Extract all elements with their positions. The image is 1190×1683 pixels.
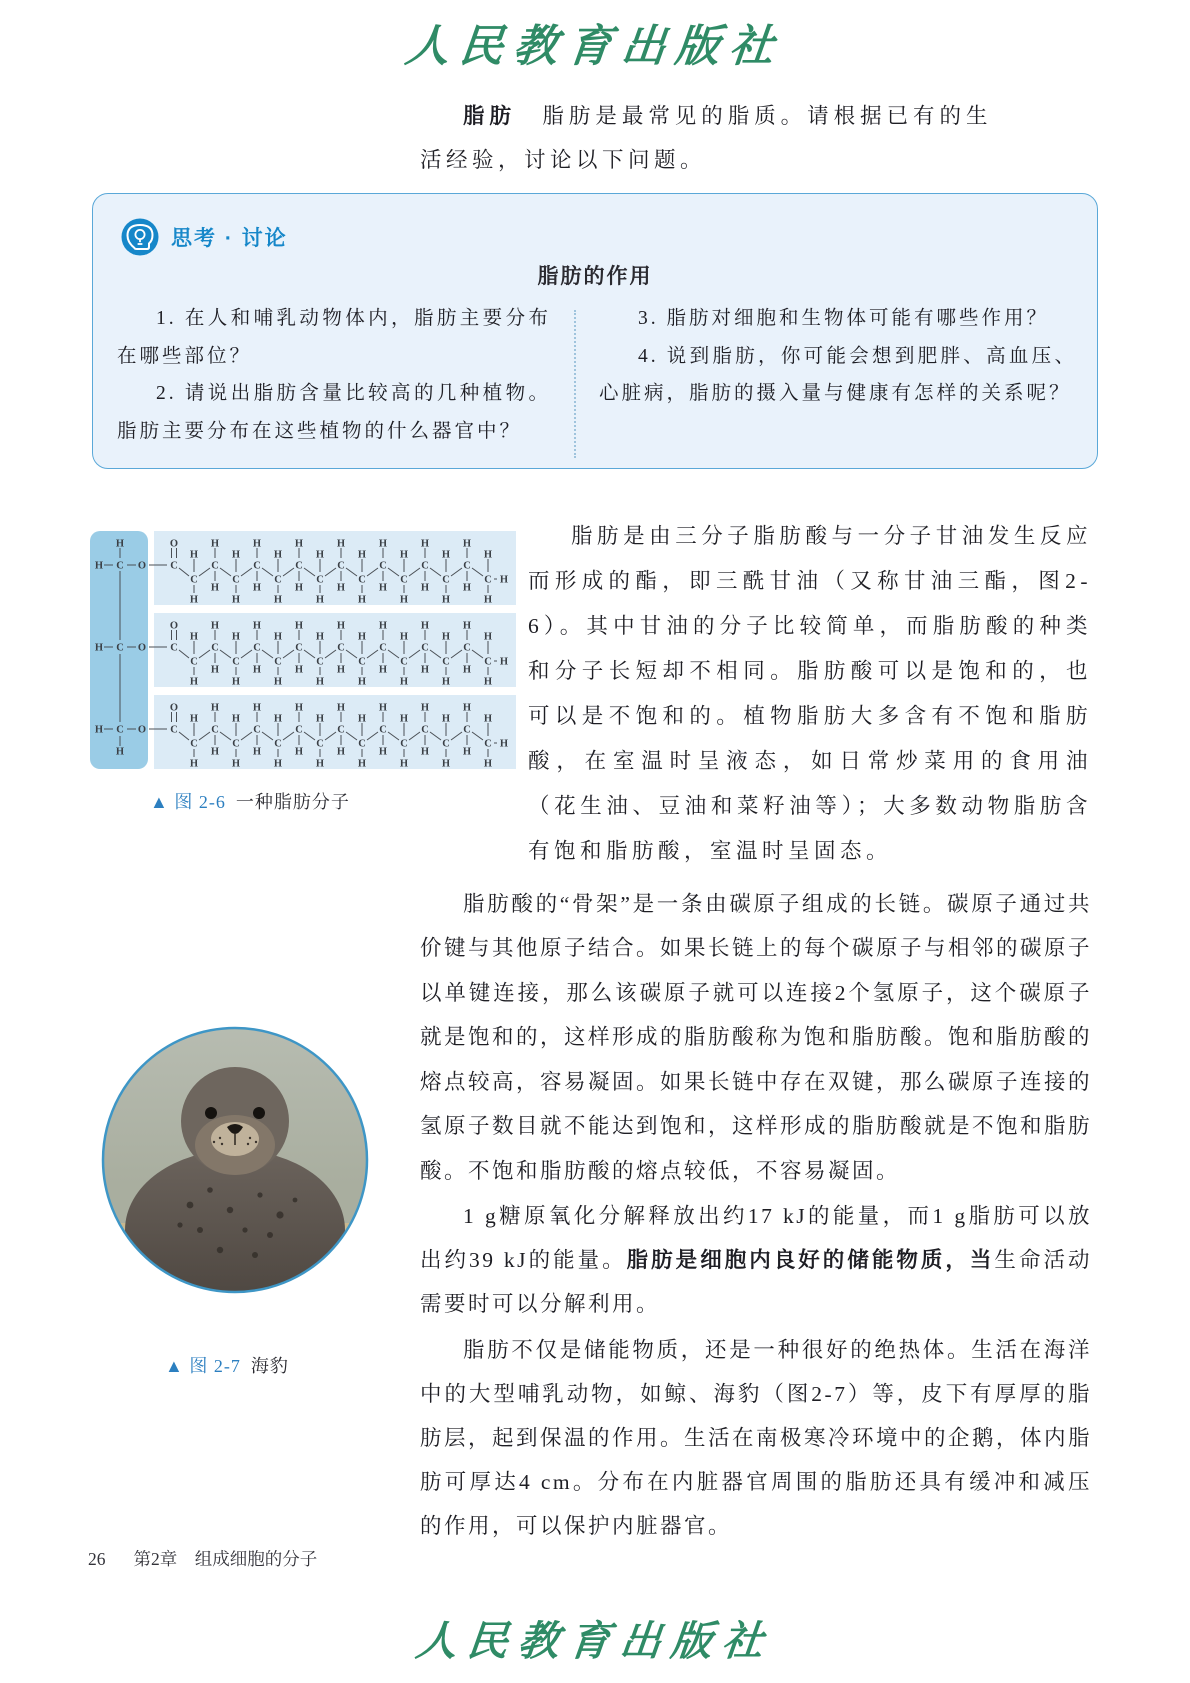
think-discuss-header xyxy=(121,218,288,256)
svg-text:C: C xyxy=(379,642,387,654)
svg-text:C: C xyxy=(274,656,282,668)
svg-text:H: H xyxy=(189,594,199,606)
figure-2-6-caption xyxy=(150,788,350,814)
svg-text:C: C xyxy=(232,738,240,750)
svg-text:H: H xyxy=(252,702,262,714)
svg-text:H: H xyxy=(273,758,283,770)
think-discuss-box xyxy=(92,193,1098,469)
paragraph-insulation: 脂肪不仅是储能物质，还是一种很好的绝热体。生活在海洋中的大型哺乳动物，如鲸、海豹（图2-7）等，皮下有厚厚的脂肪层，起到保温的作用。生活在南极寒冷环境中的企鹅，体内脂肪可厚达4 cm。分布在内脏器官周围的脂肪还具有缓冲和减压的作用，可以保护内脏器官。 xyxy=(420,1337,1093,1538)
svg-text:C: C xyxy=(190,656,198,668)
svg-text:H: H xyxy=(210,582,220,594)
svg-text:H: H xyxy=(378,746,388,758)
svg-text:C: C xyxy=(316,738,324,750)
svg-text:C: C xyxy=(232,574,240,586)
svg-text:H: H xyxy=(420,702,430,714)
svg-text:H: H xyxy=(399,594,409,606)
svg-text:H: H xyxy=(336,664,346,676)
svg-text:C: C xyxy=(442,738,450,750)
question-item: 3. 脂肪对细胞和生物体可能有哪些作用？ xyxy=(638,308,1050,329)
think-discuss-label: 思考 · 讨论 xyxy=(171,227,288,250)
svg-text:H: H xyxy=(462,538,472,550)
svg-text:H: H xyxy=(462,664,472,676)
svg-text:H: H xyxy=(315,758,325,770)
svg-text:H: H xyxy=(189,713,199,725)
svg-text:C: C xyxy=(337,642,345,654)
svg-text:C: C xyxy=(232,656,240,668)
svg-text:H: H xyxy=(378,620,388,632)
svg-text:H: H xyxy=(399,713,409,725)
svg-text:H: H xyxy=(399,549,409,561)
svg-text:H: H xyxy=(189,676,199,688)
svg-text:H: H xyxy=(94,724,104,736)
svg-text:H: H xyxy=(315,713,325,725)
svg-text:H: H xyxy=(273,549,283,561)
publisher-logo-bottom: 人民教育出版社 xyxy=(413,1617,776,1665)
svg-text:C: C xyxy=(337,724,345,736)
svg-text:H: H xyxy=(378,538,388,550)
svg-text:O: O xyxy=(137,724,147,736)
caption-triangle-icon: ▲ xyxy=(150,792,169,812)
paragraph-energy-storage: 1 g糖原氧化分解释放出约17 kJ的能量，而1 g脂肪可以放出约39 kJ的能量。脂肪是细胞内良好的储能物质，当生命活动需要时可以分解利用。 xyxy=(420,1203,1092,1316)
svg-text:C: C xyxy=(170,642,178,654)
svg-text:C: C xyxy=(295,642,303,654)
svg-text:H: H xyxy=(420,664,430,676)
svg-text:H: H xyxy=(378,702,388,714)
svg-text:H: H xyxy=(499,574,509,586)
svg-text:O: O xyxy=(137,560,147,572)
svg-text:O: O xyxy=(169,620,179,632)
figure-2-6-label: 图 2-6 xyxy=(174,792,226,812)
svg-text:C: C xyxy=(463,642,471,654)
svg-text:C: C xyxy=(484,574,492,586)
svg-text:C: C xyxy=(170,724,178,736)
figure-2-6-text: 一种脂肪分子 xyxy=(235,792,350,812)
svg-text:C: C xyxy=(484,656,492,668)
svg-text:H: H xyxy=(483,713,493,725)
svg-text:H: H xyxy=(357,549,367,561)
svg-text:H: H xyxy=(441,758,451,770)
svg-text:H: H xyxy=(357,676,367,688)
svg-text:H: H xyxy=(315,549,325,561)
svg-text:O: O xyxy=(137,642,147,654)
svg-text:C: C xyxy=(316,574,324,586)
think-discuss-icon xyxy=(121,218,159,256)
svg-text:C: C xyxy=(379,724,387,736)
svg-text:H: H xyxy=(315,594,325,606)
svg-text:H: H xyxy=(399,676,409,688)
svg-text:C: C xyxy=(274,574,282,586)
svg-text:C: C xyxy=(484,738,492,750)
svg-text:H: H xyxy=(420,620,430,632)
svg-text:H: H xyxy=(483,594,493,606)
page-number: 26 xyxy=(88,1549,106,1569)
svg-text:H: H xyxy=(399,758,409,770)
svg-text:C: C xyxy=(463,560,471,572)
svg-text:H: H xyxy=(336,538,346,550)
svg-text:H: H xyxy=(462,582,472,594)
svg-text:H: H xyxy=(420,746,430,758)
svg-text:H: H xyxy=(189,631,199,643)
svg-text:C: C xyxy=(358,574,366,586)
svg-text:H: H xyxy=(231,676,241,688)
svg-text:H: H xyxy=(252,620,262,632)
svg-text:H: H xyxy=(483,676,493,688)
svg-text:C: C xyxy=(253,560,261,572)
svg-text:H: H xyxy=(357,631,367,643)
svg-text:H: H xyxy=(357,594,367,606)
chapter-title: 第2章 组成细胞的分子 xyxy=(133,1549,318,1569)
svg-text:C: C xyxy=(358,656,366,668)
svg-text:C: C xyxy=(400,574,408,586)
svg-text:C: C xyxy=(116,560,124,572)
svg-text:C: C xyxy=(337,560,345,572)
svg-text:H: H xyxy=(94,642,104,654)
svg-text:O: O xyxy=(169,702,179,714)
svg-text:C: C xyxy=(316,656,324,668)
svg-text:H: H xyxy=(499,738,509,750)
svg-text:H: H xyxy=(294,538,304,550)
svg-text:H: H xyxy=(231,549,241,561)
svg-text:H: H xyxy=(441,594,451,606)
svg-text:H: H xyxy=(315,631,325,643)
svg-text:C: C xyxy=(358,738,366,750)
svg-text:C: C xyxy=(400,656,408,668)
svg-text:C: C xyxy=(295,560,303,572)
svg-text:C: C xyxy=(400,738,408,750)
svg-text:H: H xyxy=(357,758,367,770)
svg-text:H: H xyxy=(273,676,283,688)
question-item: 1. 在人和哺乳动物体内，脂肪主要分布在哪些部位？ xyxy=(117,308,551,367)
svg-text:H: H xyxy=(189,549,199,561)
questions-left xyxy=(117,300,551,450)
svg-text:H: H xyxy=(189,758,199,770)
svg-text:H: H xyxy=(441,676,451,688)
column-divider xyxy=(574,310,576,458)
svg-text:H: H xyxy=(483,549,493,561)
svg-text:H: H xyxy=(252,582,262,594)
svg-text:H: H xyxy=(399,631,409,643)
svg-text:C: C xyxy=(116,642,124,654)
svg-text:C: C xyxy=(190,574,198,586)
svg-text:H: H xyxy=(336,582,346,594)
svg-text:C: C xyxy=(421,642,429,654)
figure-2-7-caption xyxy=(165,1352,289,1378)
question-item: 2. 请说出脂肪含量比较高的几种植物。脂肪主要分布在这些植物的什么器官中？ xyxy=(117,383,551,442)
page-footer xyxy=(88,1546,317,1571)
svg-text:H: H xyxy=(252,538,262,550)
svg-text:H: H xyxy=(420,582,430,594)
paragraph-fat-formation: 脂肪是由三分子脂肪酸与一分子甘油发生反应而形成的酯，即三酰甘油（又称甘油三酯，图2-6）。其中甘油的分子比较简单，而脂肪酸的种类和分子长短却不相同。脂肪酸可以是饱和的，也可以是不饱和的。植物脂肪大多含有不饱和脂肪酸，在室温时呈液态，如日常炒菜用的食用油（花生油、豆油和菜籽油等）；大多数动物脂肪含有饱和脂肪酸，室温时呈固态。 xyxy=(528,523,1092,863)
svg-text:C: C xyxy=(421,724,429,736)
svg-text:H: H xyxy=(231,594,241,606)
svg-text:H: H xyxy=(252,746,262,758)
svg-text:H: H xyxy=(441,631,451,643)
svg-text:H: H xyxy=(378,582,388,594)
svg-text:C: C xyxy=(253,642,261,654)
svg-text:H: H xyxy=(210,620,220,632)
svg-text:H: H xyxy=(499,656,509,668)
svg-text:H: H xyxy=(231,713,241,725)
figure-2-7-text: 海豹 xyxy=(250,1356,289,1376)
question-item: 4. 说到脂肪，你可能会想到肥胖、高血压、心脏病，脂肪的摄入量与健康有怎样的关系呢？ xyxy=(599,345,1077,404)
svg-text:H: H xyxy=(273,631,283,643)
svg-text:H: H xyxy=(336,746,346,758)
svg-text:H: H xyxy=(115,538,125,550)
svg-text:H: H xyxy=(294,746,304,758)
svg-text:C: C xyxy=(211,724,219,736)
svg-text:C: C xyxy=(442,656,450,668)
svg-text:H: H xyxy=(378,664,388,676)
svg-text:H: H xyxy=(483,631,493,643)
svg-text:C: C xyxy=(442,574,450,586)
svg-text:H: H xyxy=(210,746,220,758)
svg-text:H: H xyxy=(357,713,367,725)
svg-text:C: C xyxy=(253,724,261,736)
svg-text:H: H xyxy=(441,549,451,561)
svg-text:H: H xyxy=(315,676,325,688)
svg-text:C: C xyxy=(116,724,124,736)
fat-molecule-diagram xyxy=(90,523,520,773)
svg-text:H: H xyxy=(273,713,283,725)
svg-text:H: H xyxy=(420,538,430,550)
svg-text:H: H xyxy=(462,702,472,714)
svg-text:H: H xyxy=(210,664,220,676)
svg-text:H: H xyxy=(252,664,262,676)
svg-text:C: C xyxy=(170,560,178,572)
svg-text:H: H xyxy=(441,713,451,725)
svg-text:H: H xyxy=(231,758,241,770)
svg-text:C: C xyxy=(211,560,219,572)
caption-triangle-icon: ▲ xyxy=(165,1356,184,1376)
svg-text:O: O xyxy=(169,538,179,550)
svg-text:C: C xyxy=(211,642,219,654)
svg-text:H: H xyxy=(294,702,304,714)
svg-text:H: H xyxy=(336,620,346,632)
svg-text:H: H xyxy=(294,620,304,632)
svg-text:H: H xyxy=(115,746,125,758)
svg-text:H: H xyxy=(231,631,241,643)
svg-text:H: H xyxy=(483,758,493,770)
svg-text:H: H xyxy=(462,620,472,632)
svg-text:C: C xyxy=(379,560,387,572)
publisher-logo-top: 人民教育出版社 xyxy=(402,21,787,72)
svg-text:C: C xyxy=(421,560,429,572)
svg-text:H: H xyxy=(94,560,104,572)
svg-text:H: H xyxy=(462,746,472,758)
svg-text:C: C xyxy=(295,724,303,736)
figure-2-7-label: 图 2-7 xyxy=(189,1356,241,1376)
svg-text:H: H xyxy=(336,702,346,714)
svg-text:H: H xyxy=(273,594,283,606)
svg-text:C: C xyxy=(463,724,471,736)
svg-text:C: C xyxy=(274,738,282,750)
svg-text:H: H xyxy=(294,664,304,676)
svg-text:H: H xyxy=(210,702,220,714)
think-discuss-title: 脂肪的作用 xyxy=(537,265,653,288)
paragraph-fatty-acid-backbone: 脂肪酸的“骨架”是一条由碳原子组成的长链。碳原子通过共价键与其他原子结合。如果长链上的每个碳原子与相邻的碳原子以单键连接，那么该碳原子就可以连接2个氢原子，这个碳原子就是饱和的，这样形成的脂肪酸称为饱和脂肪酸。饱和脂肪酸的熔点较高，容易凝固。如果长链中存在双键，那么碳原子连接的氢原子数目就不能达到饱和，这样形成的脂肪酸就是不饱和脂肪酸。不饱和脂肪酸的熔点较低，不容易凝固。 xyxy=(420,891,1093,1183)
svg-text:H: H xyxy=(294,582,304,594)
seal-photo xyxy=(100,1025,370,1295)
svg-text:H: H xyxy=(210,538,220,550)
intro-paragraph: 脂肪 脂肪是最常见的脂质。请根据已有的生活经验，讨论以下问题。 xyxy=(420,103,992,172)
svg-text:C: C xyxy=(190,738,198,750)
questions-right xyxy=(599,300,1077,413)
